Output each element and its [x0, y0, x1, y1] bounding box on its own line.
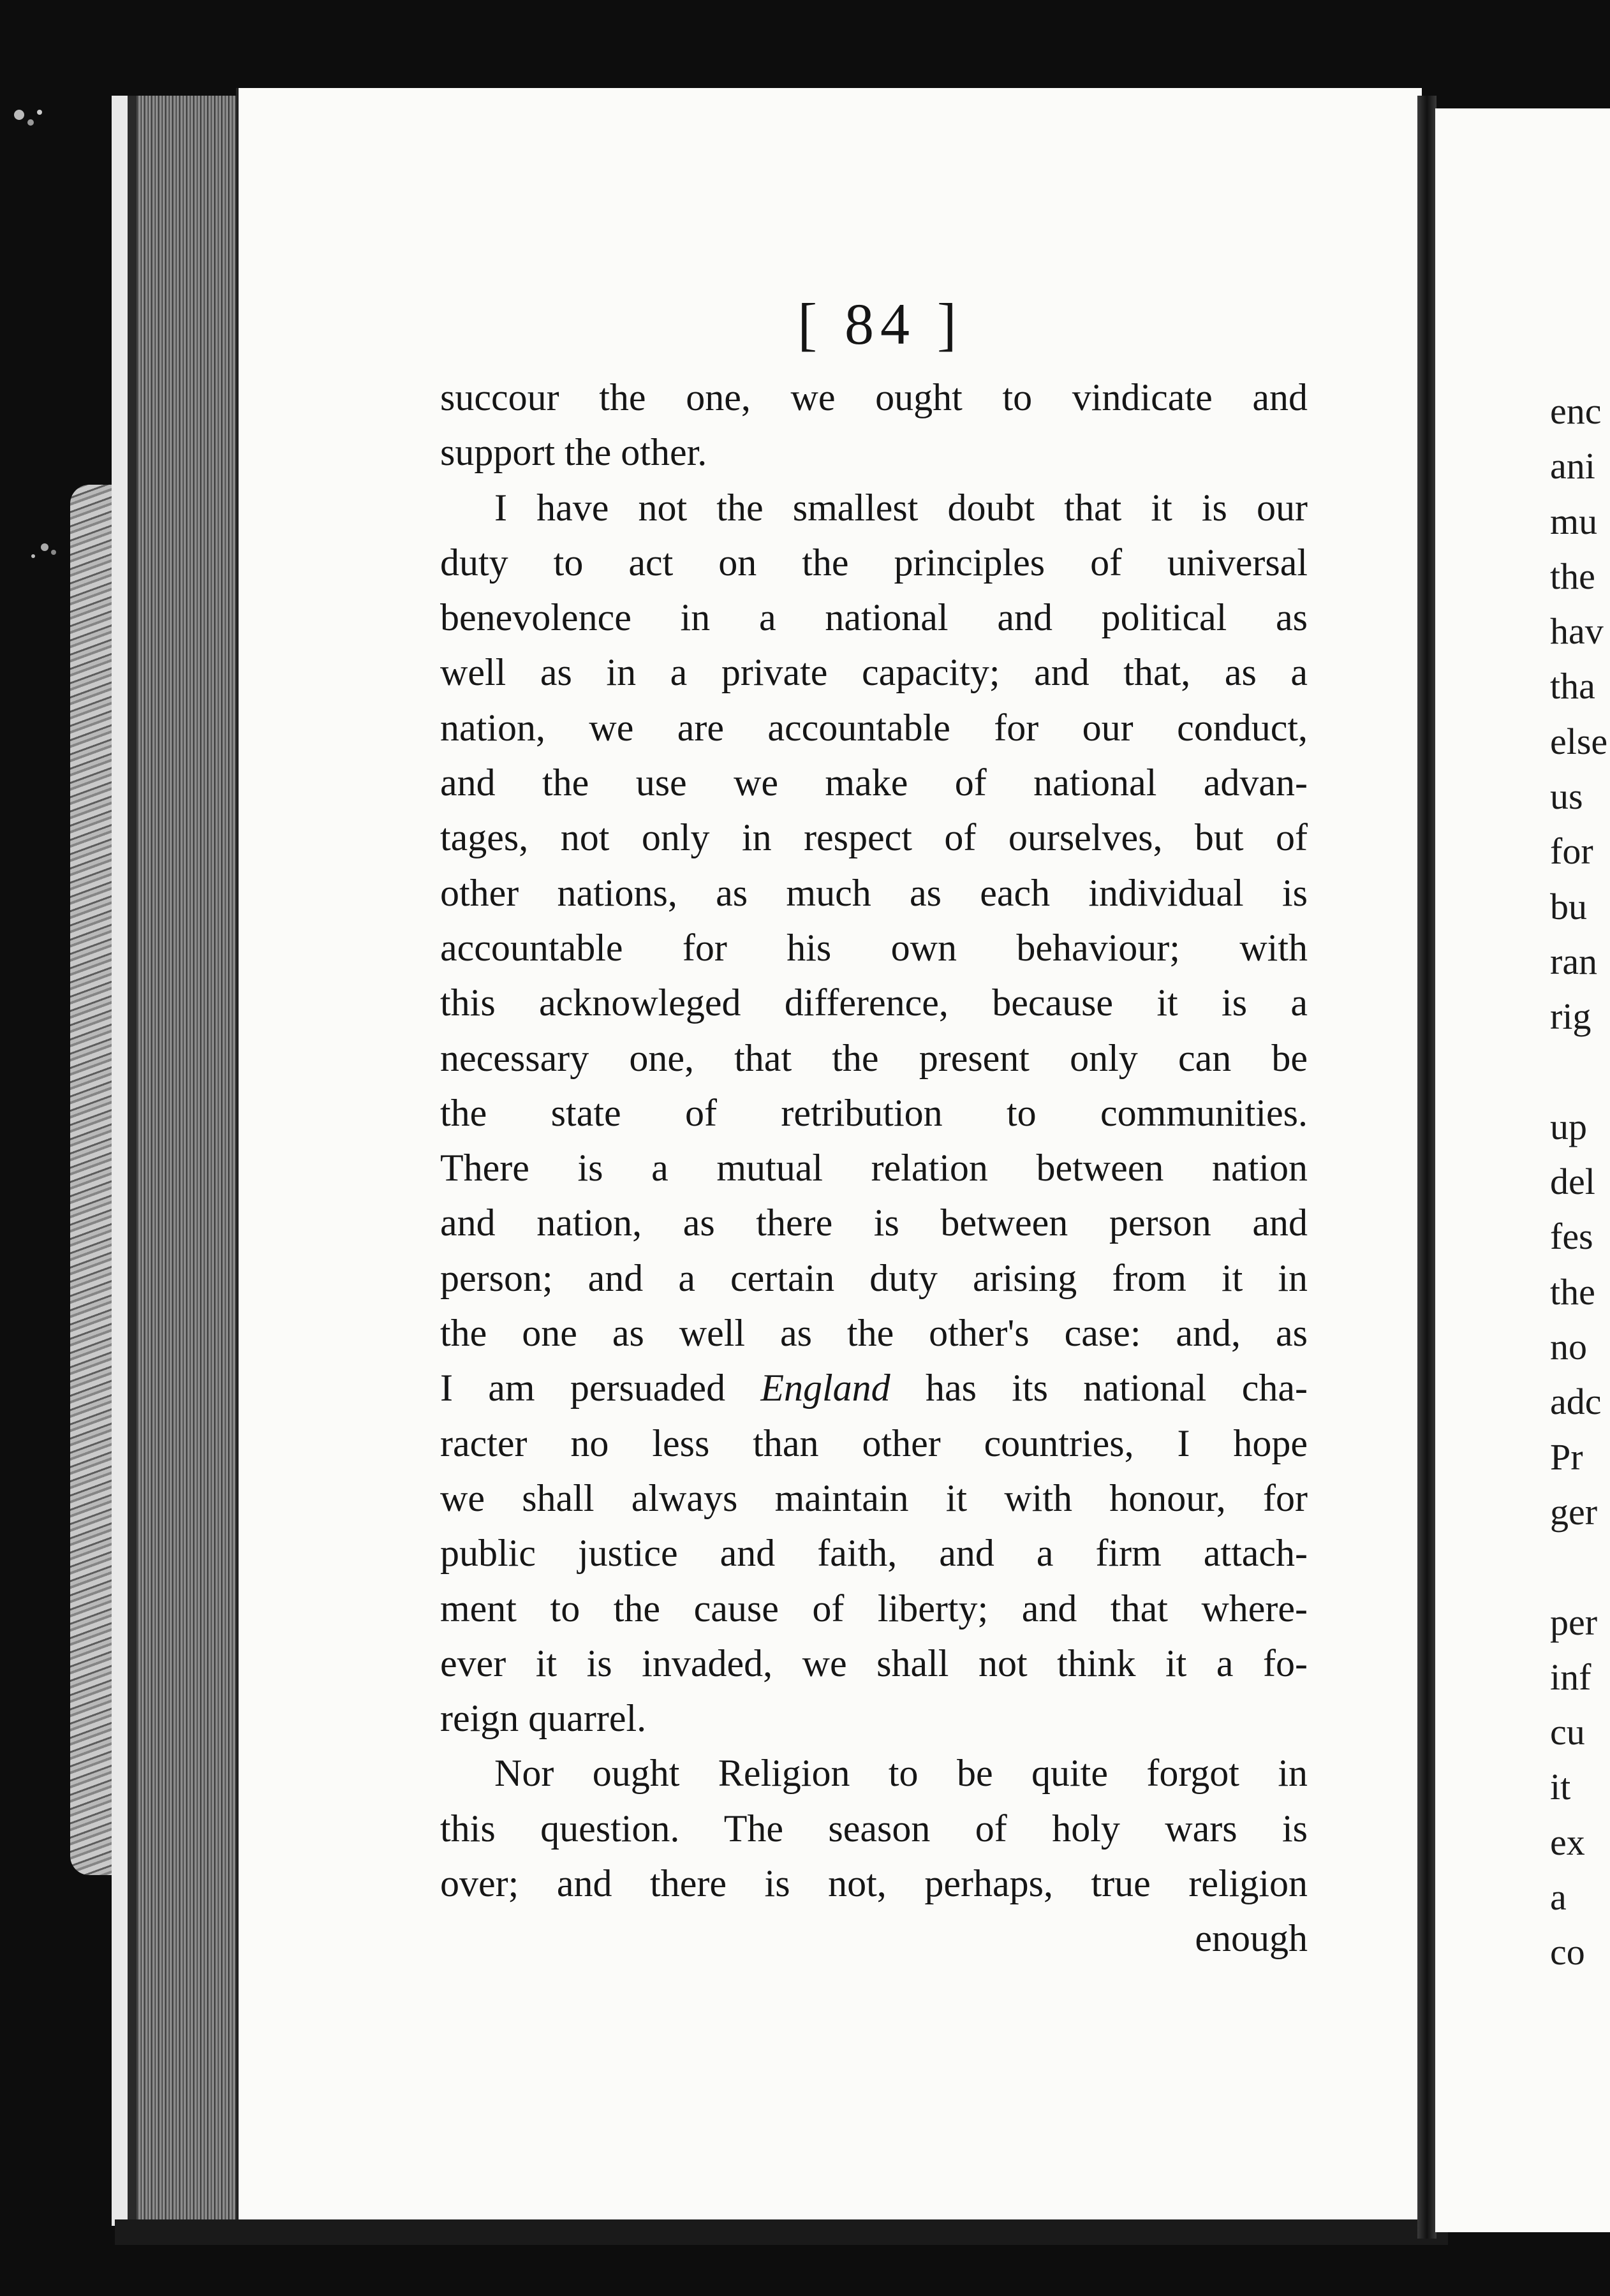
facing-line-fragment — [1550, 1045, 1607, 1100]
text-line: public justice and faith, and a firm attach- — [440, 1532, 1308, 1575]
facing-line-fragment: for — [1550, 830, 1593, 872]
facing-line-fragment: enc — [1550, 390, 1602, 432]
text-line: the one as well as the other's case: and, as — [440, 1312, 1308, 1355]
facing-line-fragment: the — [1550, 1270, 1595, 1313]
facing-line-fragment: else — [1550, 720, 1608, 762]
facing-line-fragment: it — [1550, 1766, 1571, 1808]
book-gutter — [1417, 96, 1436, 2239]
facing-line-fragment: fes — [1550, 1216, 1593, 1258]
facing-line-fragment: inf — [1550, 1656, 1592, 1698]
facing-line-fragment: the — [1550, 555, 1595, 597]
text-line: racter no less than other countries, I hope — [440, 1422, 1308, 1464]
page-bottom-shadow — [115, 2219, 1448, 2245]
text-line: benevolence in a national and political as — [440, 596, 1308, 639]
text-line: ever it is invaded, we shall not think it a fo- — [440, 1642, 1308, 1684]
text-line: reign quarrel. — [440, 1697, 647, 1740]
catchword: enough — [1195, 1917, 1308, 1960]
facing-line-fragment: mu — [1550, 500, 1598, 542]
facing-line-fragment: ani — [1550, 445, 1595, 487]
page-body-text — [440, 370, 1308, 1966]
text-line: other nations, as much as each individual is — [440, 871, 1308, 914]
board-edge-line — [128, 96, 137, 2226]
text-line: the state of retribution to communities. — [440, 1091, 1308, 1134]
facing-line-fragment: co — [1550, 1931, 1585, 1973]
italic-word: England — [760, 1367, 890, 1409]
page-number-header: [ 84 ] — [797, 291, 963, 357]
facing-line-fragment: ran — [1550, 940, 1598, 982]
facing-line-fragment: ger — [1550, 1490, 1598, 1533]
facing-line-fragment: del — [1550, 1161, 1595, 1203]
facing-line-fragment: up — [1550, 1105, 1587, 1147]
facing-line-fragment: bu — [1550, 885, 1587, 927]
facing-line-fragment: no — [1550, 1326, 1587, 1368]
page-stack-edge — [137, 96, 239, 2226]
text-line: this question. The season of holy wars is — [440, 1807, 1308, 1850]
text-line: nation, we are accountable for our conduct, — [440, 706, 1308, 749]
text-line: this acknowleged difference, because it is a — [440, 982, 1308, 1024]
text-line: There is a mutual relation between nation — [440, 1147, 1308, 1189]
text-line: tages, not only in respect of ourselves, but of — [440, 816, 1308, 859]
facing-line-fragment: hav — [1550, 610, 1604, 652]
text-line: well as in a private capacity; and that, as a — [440, 651, 1308, 694]
text-line: ment to the cause of liberty; and that where- — [440, 1587, 1308, 1630]
text-line: we shall always maintain it with honour, for — [440, 1476, 1308, 1519]
facing-page-text — [1550, 384, 1607, 1980]
facing-line-fragment: tha — [1550, 665, 1595, 707]
text-line: and the use we make of national advan- — [440, 762, 1308, 804]
text-line: I have not the smallest doubt that it is our — [494, 486, 1308, 529]
facing-line-fragment: cu — [1550, 1711, 1585, 1753]
facing-line-fragment: rig — [1550, 996, 1592, 1038]
text-line: necessary one, that the present only can be — [440, 1036, 1308, 1079]
facing-line-fragment: a — [1550, 1876, 1567, 1918]
text-line: duty to act on the principles of universal — [440, 541, 1308, 584]
facing-line-fragment: us — [1550, 776, 1583, 818]
text-line: and nation, as there is between person and — [440, 1202, 1308, 1244]
text-line: succour the one, we ought to vindicate and — [440, 376, 1308, 418]
facing-line-fragment — [1550, 1540, 1607, 1594]
text-line: I am persuaded England has its national cha- — [440, 1367, 1308, 1409]
facing-line-fragment: Pr — [1550, 1436, 1583, 1478]
text-line: person; and a certain duty arising from it in — [440, 1256, 1308, 1299]
text-line: over; and there is not, perhaps, true religion — [440, 1862, 1308, 1905]
facing-line-fragment: ex — [1550, 1821, 1585, 1863]
text-line: Nor ought Religion to be quite forgot in — [494, 1752, 1308, 1795]
text-line: accountable for his own behaviour; with — [440, 926, 1308, 969]
text-line: support the other. — [440, 431, 707, 474]
facing-line-fragment: per — [1550, 1601, 1598, 1643]
facing-line-fragment: adc — [1550, 1381, 1602, 1423]
